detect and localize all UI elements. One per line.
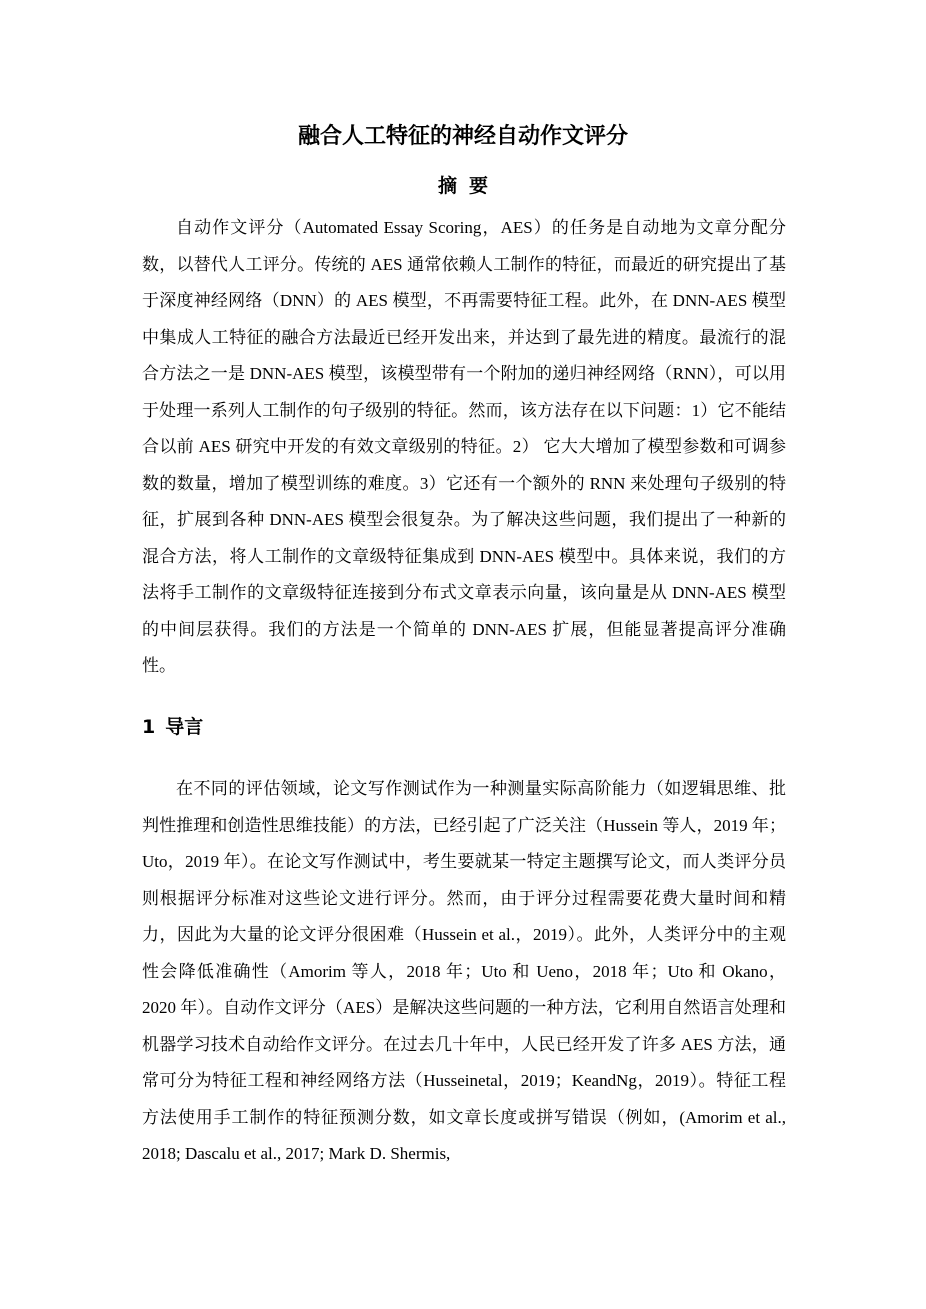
paper-title: 融合人工特征的神经自动作文评分: [297, 124, 628, 149]
abstract-paragraph: 自动作文评分（Automated Essay Scoring，AES）的任务是自动地为文章分配分数，以替代人工评分。传统的 AES 通常依赖人工制作的特征，而最近的研究提出了基于深度神经网络（DNN）的 AES 模型，不再需要特征工程。此外，在 DNN-AES 模型中集成人工特征的融合方法最近已经开发出来，并达到了最先进的精度。最流行的混合方法之一是 DNN-AES 模型，该模型带有一个附加的递归神经网络（RNN），可以用于处理一系列人工制作的句子级别的特征。然而，该方法存在以下问题：1）它不能结合以前 AES 研究中开发的有效文章级别的特征。2） 它大大增加了模型参数和可调参数的数量，增加了模型训练的难度。3）它还有一个额外的 RNN 来处理句子级别的特征，扩展到各种 DNN-AES 模型会很复杂。为了解决这些问题，我们提出了一种新的混合方法，将人工制作的文章级特征集成到 DNN-AES 模型中。具体来说，我们的方法将手工制作的文章级特征连接到分布式文章表示向量，该向量是从 DNN-AES 模型的中间层获得。我们的方法是一个简单的 DNN-AES 扩展，但能显著提高评分准确性。: [142, 218, 786, 675]
introduction-paragraph: 在不同的评估领域，论文写作测试作为一种测量实际高阶能力（如逻辑思维、批判性推理和创造性思维技能）的方法，已经引起了广泛关注（Hussein 等人，2019 年；Uto，2019 年）。在论文写作测试中，考生要就某一特定主题撰写论文，而人类评分员则根据评分标准对这些论文进行评分。然而，由于评分过程需要花费大量时间和精力，因此为大量的论文评分很困难（Hussein et al.，2019）。此外，人类评分中的主观性会降低准确性（Amorim 等人，2018 年；Uto 和 Ueno，2018 年；Uto 和 Okano，2020 年）。自动作文评分（AES）是解决这些问题的一种方法，它利用自然语言处理和机器学习技术自动给作文评分。在过去几十年中，人民已经开发了许多 AES 方法，通常可分为特征工程和神经网络方法（Husseinetal，2019；KeandNg，2019）。特征工程方法使用手工制作的特征预测分数，如文章长度或拼写错误（例如，(Amorim et al., 2018; Dascalu et al., 2017; Mark D. Shermis,: [142, 779, 786, 1163]
section-title: 导言: [165, 716, 204, 738]
section-heading-introduction: [142, 709, 203, 745]
abstract-heading: 摘要: [437, 175, 500, 197]
section-number: 1: [142, 716, 156, 738]
